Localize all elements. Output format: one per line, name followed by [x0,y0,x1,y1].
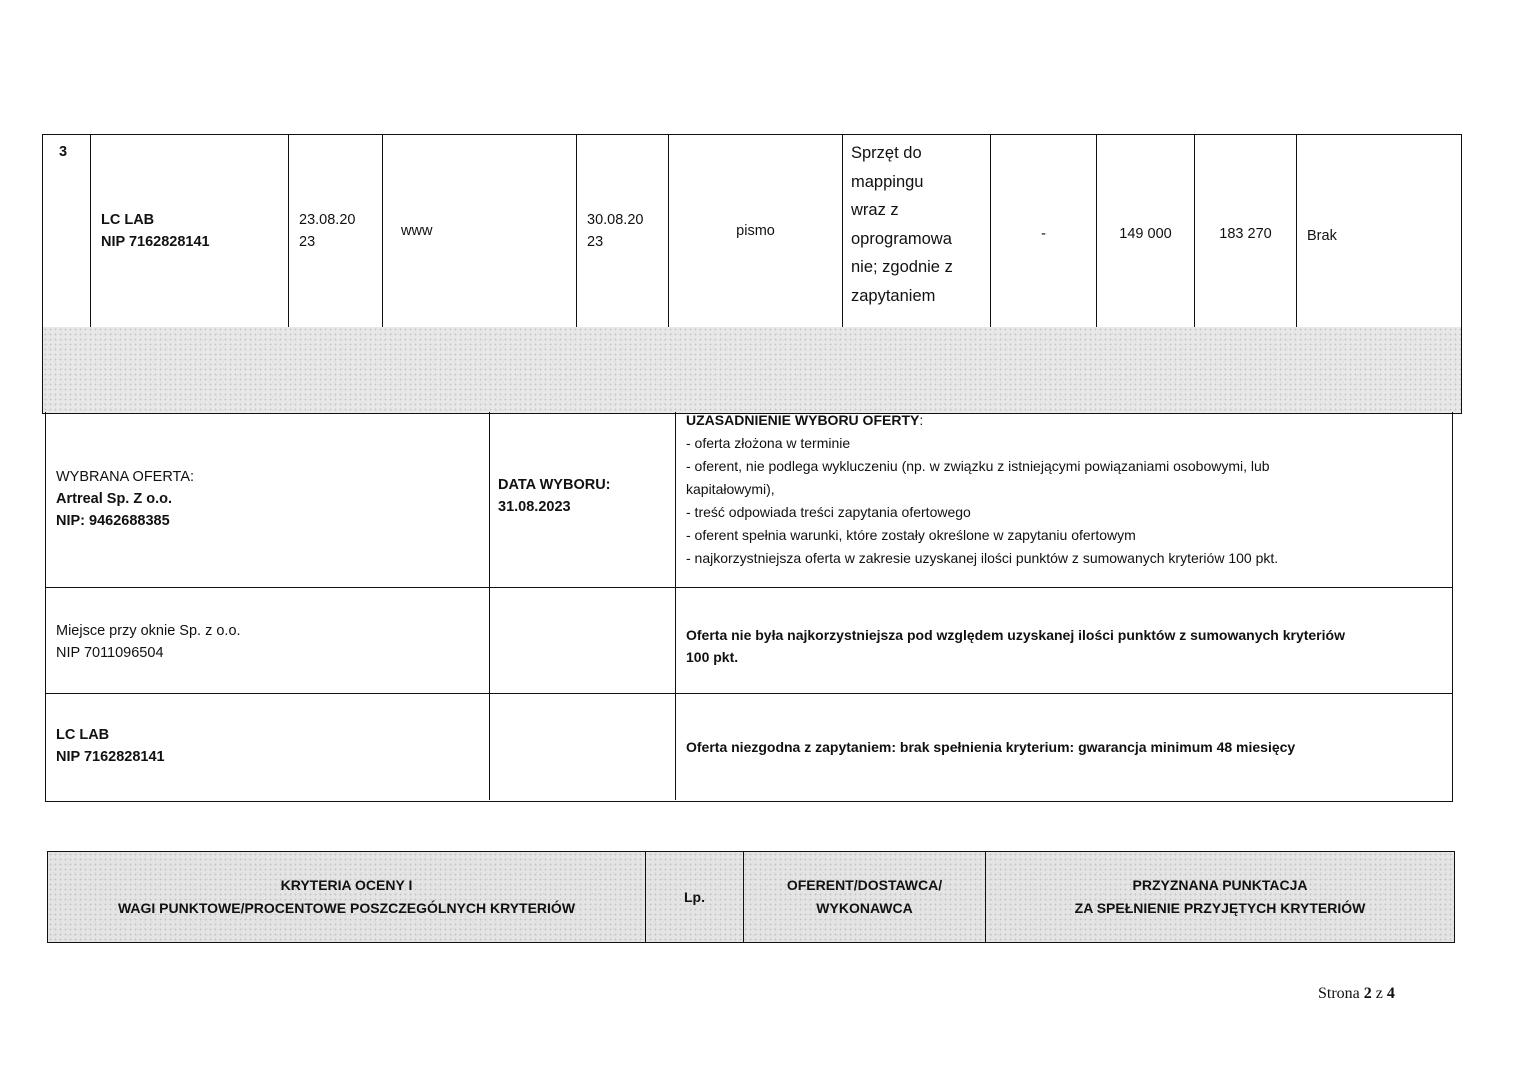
selected-offer-cell [46,412,490,587]
justification-title-line [686,409,1278,432]
justification-line: kapitałowymi), [686,481,775,497]
date-received-line-2: 23 [299,234,316,250]
criteria-header-table [47,851,1455,943]
date-sent-line-1: 30.08.20 [587,212,644,228]
rejected-offer-name: Miejsce przy oknie Sp. z o.o. [56,623,241,639]
rejection-reason [686,736,1295,758]
date-sent-cell [577,135,669,327]
rejection-reason-cell [676,694,1452,800]
empty-date-cell [490,588,676,693]
rejection-reason-line: Oferta nie była najkorzystniejsza pod względem uzyskanej ilości punktów z sumowanych kryteriów [686,627,1345,643]
justification-line: - treść odpowiada treści zapytania ofertowego [686,504,971,520]
header-line: KRYTERIA OCENY I [280,877,413,893]
notes-value: Brak [1307,228,1337,244]
date-received-cell [289,135,383,327]
empty-date-cell [490,694,676,800]
date-sent-line-2: 23 [587,234,604,250]
rejected-offer-row [46,693,1452,800]
rejection-reason-cell [676,588,1452,693]
justification-line: - oferent spełnia warunki, które zostały określone w zapytaniu ofertowym [686,527,1136,543]
subject-line: nie; zgodnie z [851,258,953,276]
subject-cell [843,135,991,327]
lp-number: 3 [59,144,68,160]
date-received-line-1: 23.08.20 [299,212,356,228]
channel-cell [383,135,577,327]
offerent-header [744,852,986,942]
page-total: 4 [1386,985,1395,1002]
selected-offer-label: WYBRANA OFERTA: [56,469,195,485]
net-price-cell [1097,135,1195,327]
selected-offer-name: Artreal Sp. Z o.o. [56,491,173,507]
criteria-weights-header [48,852,646,942]
subject-line: zapytaniem [851,286,936,305]
justification-text [686,409,1278,570]
points-header [986,852,1454,942]
rejected-offer-name: LC LAB [56,727,110,743]
subject-text [851,139,953,310]
offerent-header-text [744,852,985,942]
justification-cell [676,412,1452,587]
lp-header-text: Lp. [684,888,705,905]
selection-date-label: DATA WYBORU: [498,477,611,493]
header-line: WAGI PUNKTOWE/PROCENTOWE POSZCZEGÓLNYCH KRYTERIÓW [117,900,576,916]
rejected-offer-nip: NIP 7011096504 [56,645,164,661]
decision-table [45,412,1453,802]
channel-value: www [401,223,433,239]
lp-cell [43,135,91,327]
header-line: WYKONAWCA [816,900,913,916]
selected-offer-row [46,412,1452,587]
offerent-name: LC LAB [101,212,155,228]
subject-line: mappingu [851,172,924,191]
form-value: pismo [736,223,775,239]
points-header-text [986,852,1454,942]
net-price-value: 149 000 [1119,226,1172,242]
subject-line: oprogramowa [851,229,952,248]
selection-date-value: 31.08.2023 [498,499,571,515]
shaded-separator-band [42,327,1462,414]
offerent-nip: NIP 7162828141 [101,234,210,250]
dash-value: - [1041,226,1046,242]
page-number [1318,985,1395,1003]
rejected-offer-cell [46,694,490,800]
page-current: 2 [1363,985,1372,1002]
rejection-reason-line: 100 pkt. [686,649,739,665]
offer-row-table [42,134,1462,328]
selection-date-cell [490,412,676,587]
page-of: z [1375,985,1383,1002]
form-cell [669,135,843,327]
header-line: OFERENT/DOSTAWCA/ [786,877,943,893]
header-line: PRZYZNANA PUNKTACJA [1132,877,1308,893]
selected-offer-nip: NIP: 9462688385 [56,513,170,529]
justification-line: - oferent, nie podlega wykluczeniu (np. w związku z istniejącymi powiązaniami osobowymi, lub [686,458,1270,474]
notes-cell [1297,135,1461,327]
justification-title-colon: : [919,412,924,428]
dash-cell [991,135,1097,327]
page-label: Strona [1318,985,1360,1002]
gross-price-cell [1195,135,1297,327]
rejected-offer-nip: NIP 7162828141 [56,749,165,765]
justification-line: - oferta złożona w terminie [686,435,851,451]
rejected-offer-row [46,587,1452,693]
criteria-weights-header-text [48,852,645,942]
gross-price-value: 183 270 [1219,226,1272,242]
justification-line: - najkorzystniejsza oferta w zakresie uzyskanej ilości punktów z sumowanych kryteriów 100 pkt. [686,550,1279,566]
rejected-offer-cell [46,588,490,693]
subject-line: wraz z [851,201,899,219]
rejection-reason [686,624,1345,668]
lp-header [646,852,744,942]
rejection-reason-line: Oferta niezgodna z zapytaniem: brak spełnienia kryterium: gwarancja minimum 48 miesięcy [686,739,1296,755]
offerent-cell [91,135,289,327]
header-line: ZA SPEŁNIENIE PRZYJĘTYCH KRYTERIÓW [1074,900,1366,916]
subject-line: Sprzęt do [851,144,922,162]
justification-title: UZASADNIENIE WYBORU OFERTY [686,412,920,428]
